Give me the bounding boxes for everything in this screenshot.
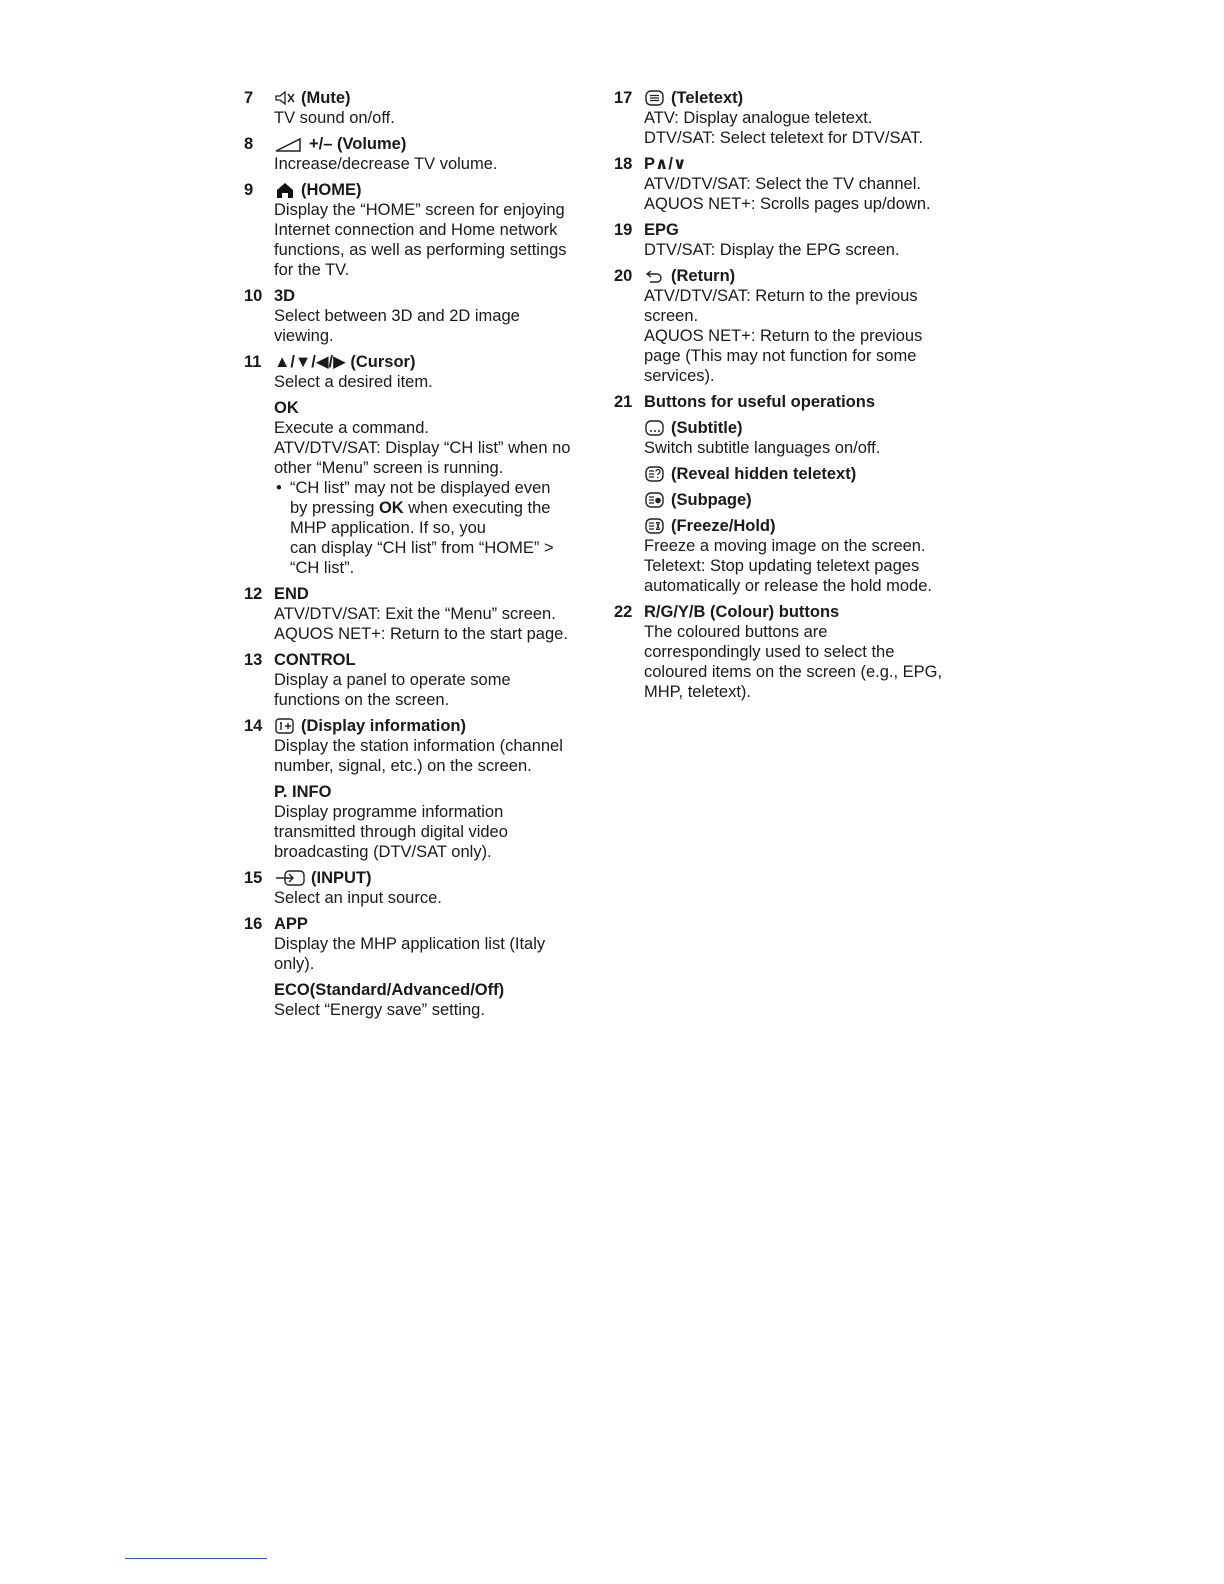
right-column — [614, 88, 984, 708]
item-title: (Mute) — [274, 88, 604, 108]
item-colour-buttons: 22 R/G/Y/B (Colour) buttons The coloured buttons are correspondingly used to select the coloured items on the screen (e.g., EPG, MHP, teletext). — [614, 602, 984, 702]
item-text: Increase/decrease TV volume. — [274, 155, 498, 173]
teletext-icon — [644, 89, 666, 107]
item-title: P∧/∨ — [644, 155, 687, 173]
item-text: TV sound on/off. — [274, 109, 395, 127]
item-title: CONTROL — [274, 651, 356, 669]
item-3d: 10 3D Select between 3D and 2D image viewing. — [244, 286, 604, 346]
item-title: (HOME) — [274, 180, 604, 200]
input-icon — [274, 869, 306, 887]
item-title: R/G/Y/B (Colour) buttons — [644, 603, 840, 621]
item-number: 11 — [244, 353, 262, 371]
item-title: +/– (Volume) — [274, 134, 604, 154]
item-number: 22 — [614, 603, 633, 621]
item-control: 13 CONTROL Display a panel to operate some functions on the screen. — [244, 650, 604, 710]
item-number: 8 — [244, 135, 254, 153]
footer-rule — [125, 1558, 267, 1559]
subtitle-icon — [644, 419, 666, 437]
ok-title: OK — [274, 399, 299, 417]
freeze-title: (Freeze/Hold) — [644, 516, 984, 536]
item-number: 20 — [614, 267, 633, 285]
item-title: EPG — [644, 221, 679, 239]
item-useful-operations: 21 Buttons for useful operations (Subtitle) Switch subtitle languages on/off. (Reveal hidden teletext) (Subpage) (Freeze/Hold) Freeze a moving image on the screen. Teletext: Stop updating teletext pages automatically or release the hold mode. — [614, 392, 984, 596]
item-title: APP — [274, 915, 308, 933]
item-teletext: 17 (Teletext) ATV: Display analogue teletext. DTV/SAT: Select teletext for DTV/SAT. — [614, 88, 984, 148]
item-number: 14 — [244, 717, 263, 735]
item-number: 16 — [244, 915, 263, 933]
reveal-title: (Reveal hidden teletext) — [644, 464, 984, 484]
item-display-information: 14 (Display information) Display the station information (channel number, signal, etc.) on the screen. P. INFO Display programme information transmitted through digital video broadcasting (DTV/SAT only). — [244, 716, 604, 862]
item-number: 17 — [614, 89, 633, 107]
volume-icon — [274, 135, 304, 153]
left-column — [244, 88, 604, 1026]
subpage-title: (Subpage) — [644, 490, 984, 510]
item-title: 3D — [274, 287, 296, 305]
item-number: 7 — [244, 89, 254, 107]
mute-icon — [274, 89, 296, 107]
item-title: END — [274, 585, 309, 603]
item-title: Buttons for useful operations — [644, 393, 875, 411]
item-return: 20 (Return) ATV/DTV/SAT: Return to the previous screen. AQUOS NET+: Return to the previous page (This may not function for some services). — [614, 266, 984, 386]
item-title: ▲/▼/◀/▶ (Cursor) — [274, 353, 416, 371]
item-number: 13 — [244, 651, 263, 669]
subpage-icon — [644, 491, 666, 509]
return-icon — [644, 267, 666, 285]
eco-title: ECO(Standard/Advanced/Off) — [274, 981, 505, 999]
item-number: 10 — [244, 287, 263, 305]
item-title: (Display information) — [274, 716, 604, 736]
item-epg: 19 EPG DTV/SAT: Display the EPG screen. — [614, 220, 984, 260]
item-number: 19 — [614, 221, 633, 239]
note-bullet: • “CH list” may not be displayed even by pressing OK when executing the MHP application. If so, you can display “CH list” from “HOME” > “CH list”. — [274, 478, 604, 578]
item-number: 18 — [614, 155, 633, 173]
item-number: 12 — [244, 585, 263, 603]
item-app: 16 APP Display the MHP application list (Italy only). ECO(Standard/Advanced/Off) Select “Energy save” setting. — [244, 914, 604, 1020]
item-mute — [244, 88, 604, 128]
item-title: (Return) — [644, 266, 984, 286]
item-volume — [244, 134, 604, 174]
home-icon — [274, 181, 296, 199]
item-number: 21 — [614, 393, 633, 411]
freeze-icon — [644, 517, 666, 535]
item-number: 9 — [244, 181, 254, 199]
item-input: 15 (INPUT) Select an input source. — [244, 868, 604, 908]
item-home: 9 (HOME) Display the “HOME” screen for enjoying Internet connection and Home network functions, as well as performing settings for the TV. — [244, 180, 604, 280]
item-channel: 18 P∧/∨ ATV/DTV/SAT: Select the TV channel. AQUOS NET+: Scrolls pages up/down. — [614, 154, 984, 214]
subtitle-title: (Subtitle) — [644, 418, 984, 438]
item-end: 12 END ATV/DTV/SAT: Exit the “Menu” screen. AQUOS NET+: Return to the start page. — [244, 584, 604, 644]
display-info-icon — [274, 717, 296, 735]
item-cursor: 11 ▲/▼/◀/▶ (Cursor) Select a desired item. OK Execute a command. ATV/DTV/SAT: Display “CH list” when no other “Menu” screen is running. • “CH list” may not be displayed even by pressing OK when executing the MHP application. If so, you can display “CH list” from “HOME” > “CH list”. — [244, 352, 604, 578]
pinfo-title: P. INFO — [274, 783, 332, 801]
item-number: 15 — [244, 869, 263, 887]
item-title: (Teletext) — [644, 88, 984, 108]
reveal-icon — [644, 465, 666, 483]
item-title: (INPUT) — [274, 868, 604, 888]
